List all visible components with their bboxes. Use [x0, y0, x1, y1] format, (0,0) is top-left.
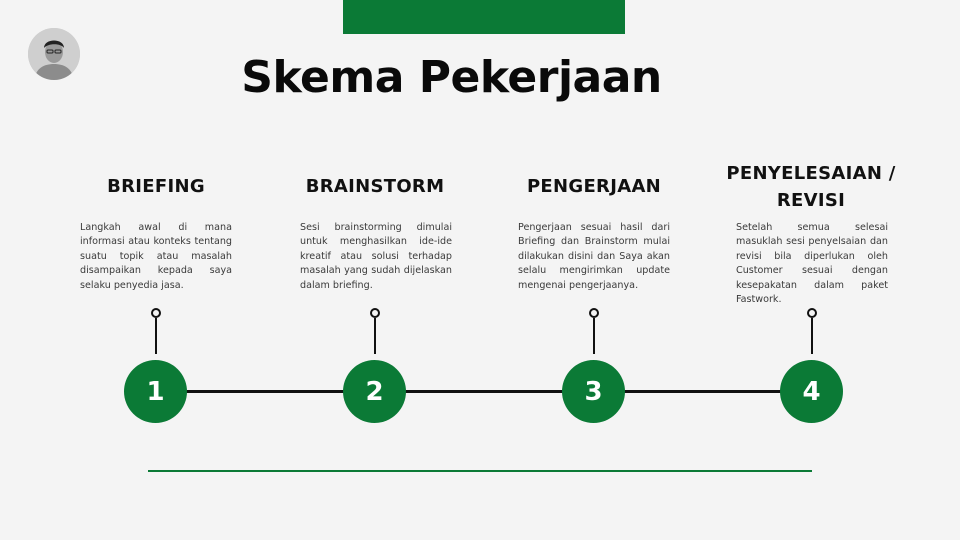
step-number-1: 1 [124, 360, 187, 423]
step-number-4: 4 [780, 360, 843, 423]
step-description-brainstorm: Sesi brainstorming dimulai untuk menghasilkan ide-ide kreatif atau solusi terhadap masalah yang sudah dijelaskan dalam briefing. [300, 222, 452, 291]
step-number-3: 3 [562, 360, 625, 423]
bottom-divider [148, 470, 812, 472]
pin-connector [155, 318, 157, 354]
step-title-brainstorm: BRAINSTORM [305, 176, 445, 197]
pin-head-icon [807, 308, 817, 318]
pin-head-icon [589, 308, 599, 318]
pin-connector [374, 318, 376, 354]
step-description-briefing: Langkah awal di mana informasi atau konteks tentang suatu topik atau masalah disampaikan kepada saya selaku penyedia jasa. [80, 222, 232, 291]
timeline-line [155, 390, 812, 393]
page-title: Skema Pekerjaan [241, 52, 662, 103]
step-number-2: 2 [343, 360, 406, 423]
step-description-penyelesaian-revisi: Setelah semua selesai masuklah sesi penyelsaian dan revisi bila diperlukan oleh Customer sesuai dengan kesepakatan dalam paket Fastwork. [736, 222, 888, 306]
step-title-pengerjaan: PENGERJAAN [526, 176, 662, 197]
top-accent-bar [343, 0, 625, 34]
pin-head-icon [151, 308, 161, 318]
pin-head-icon [370, 308, 380, 318]
step-description-pengerjaan: Pengerjaan sesuai hasil dari Briefing dan Brainstorm mulai dilakukan disini dan Saya akan selalu mengirimkan update mengenai pengerjaanya. [518, 222, 670, 291]
pin-connector [811, 318, 813, 354]
step-title-penyelesaian-revisi: PENYELESAIAN / REVISI [726, 163, 896, 211]
pin-connector [593, 318, 595, 354]
step-title-briefing: BRIEFING [107, 176, 205, 197]
